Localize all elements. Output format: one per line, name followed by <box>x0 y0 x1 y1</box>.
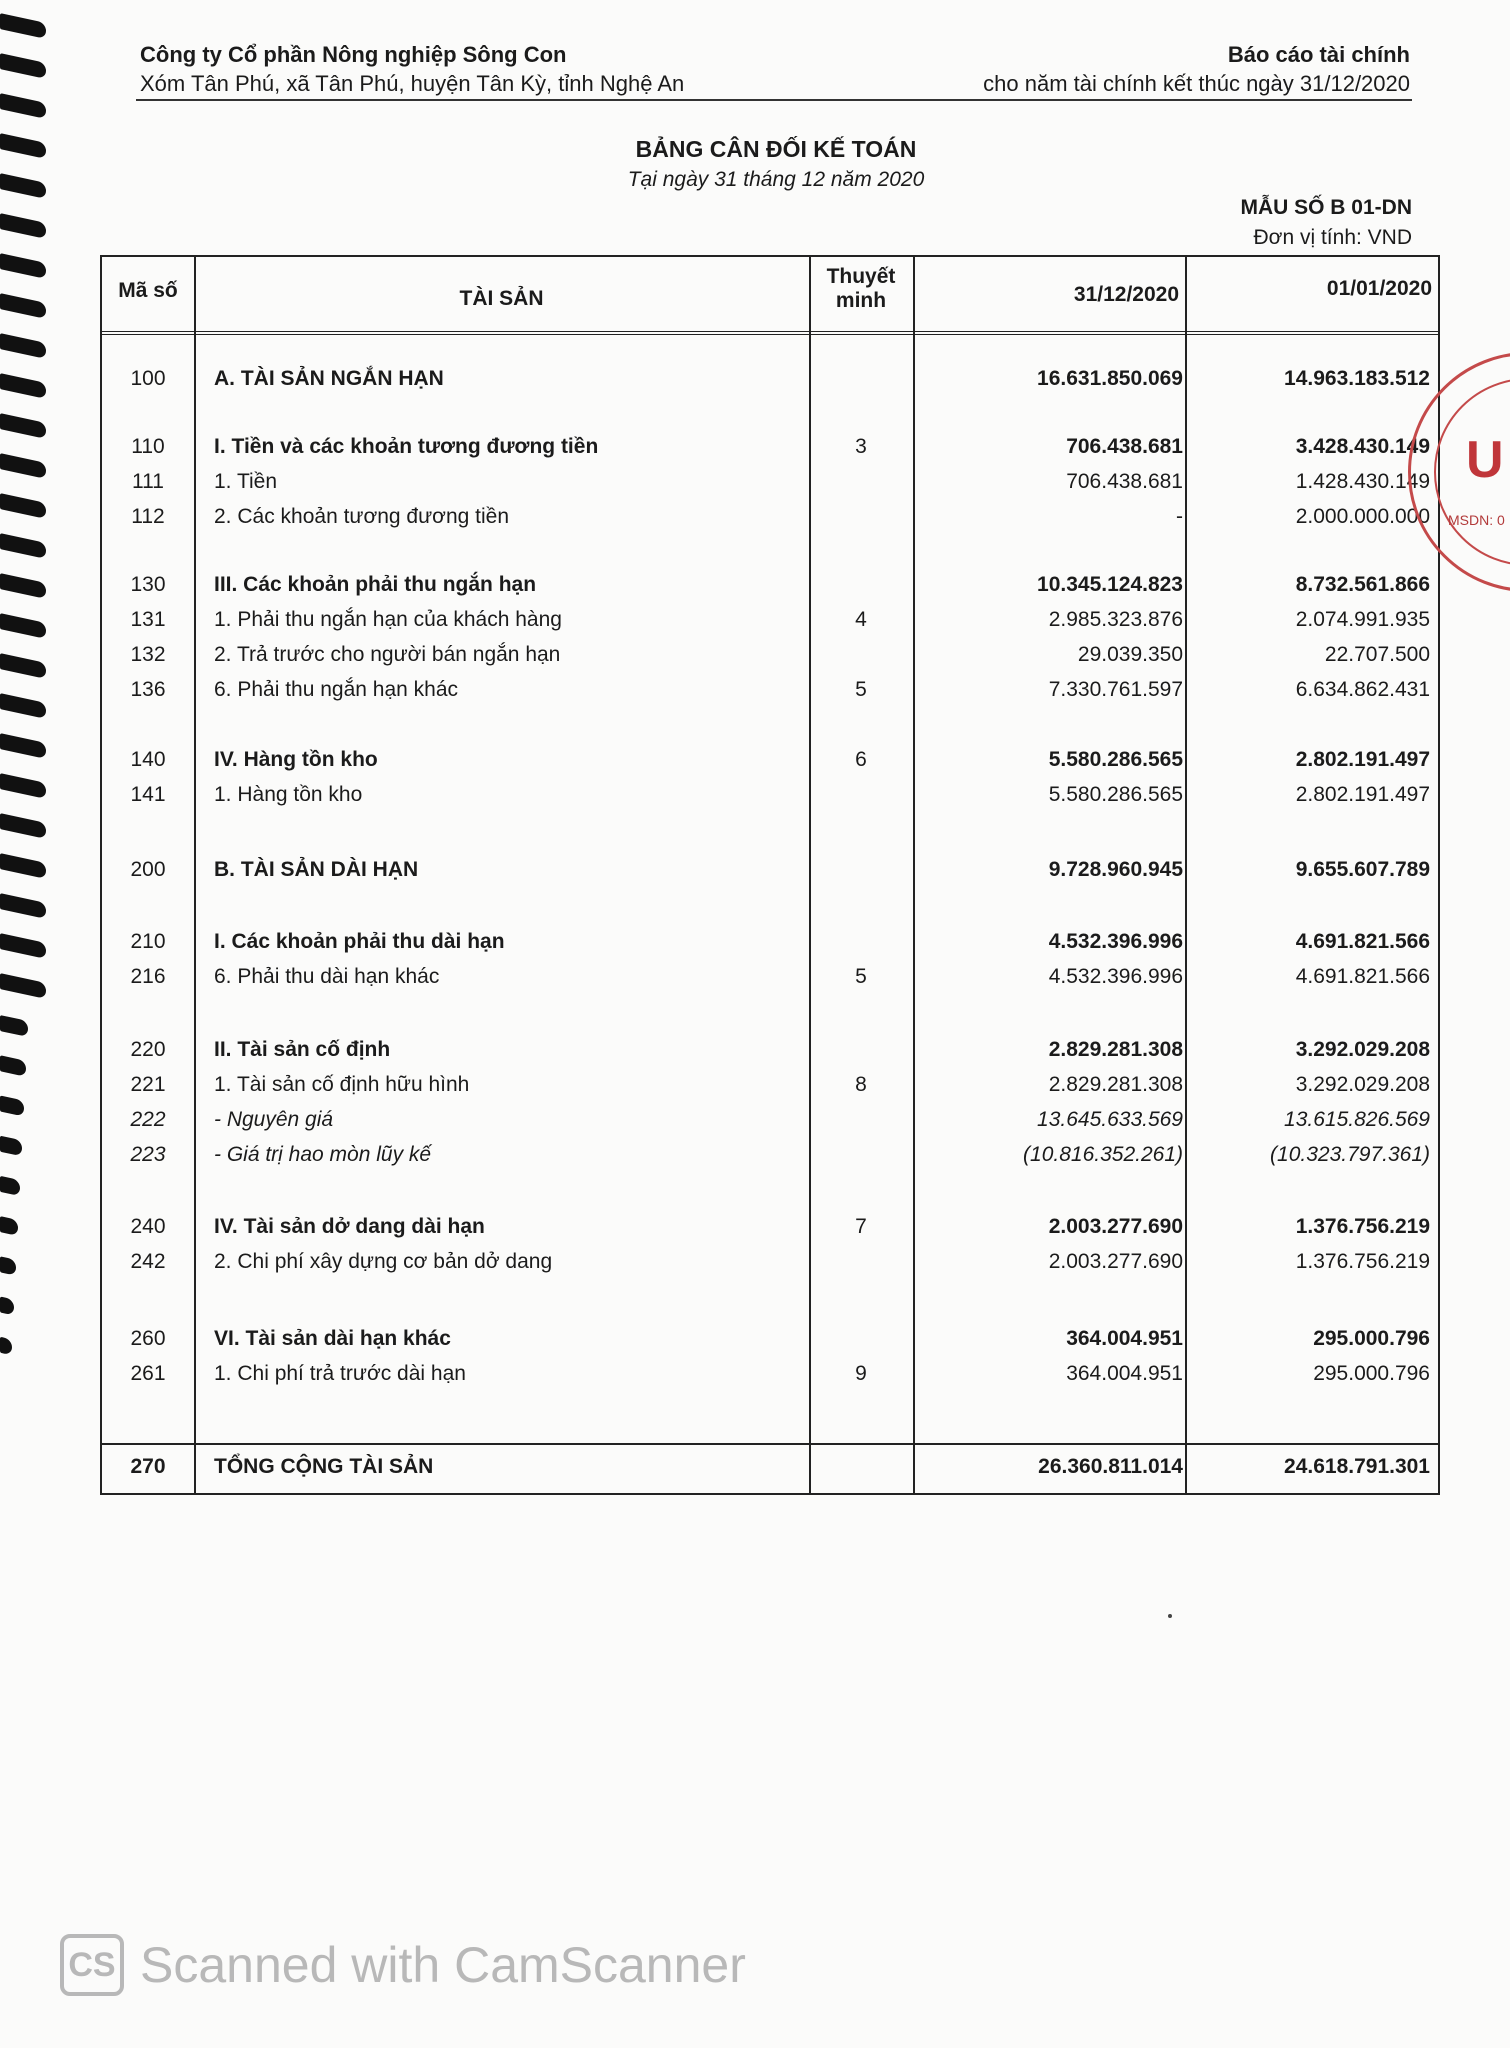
row-value-current: 2.985.323.876 <box>1048 608 1183 631</box>
row-code: 110 <box>131 435 165 458</box>
row-label: 2. Chi phí xây dựng cơ bản dở dang <box>214 1250 553 1273</box>
row-value-current: 16.631.850.069 <box>1037 367 1183 390</box>
row-value-prior: 8.732.561.866 <box>1295 573 1430 596</box>
header-code: Mã số <box>118 279 178 302</box>
binding-ring <box>0 413 46 439</box>
row-label: III. Các khoản phải thu ngắn hạn <box>214 573 537 596</box>
row-code: 220 <box>130 1038 166 1061</box>
row-code: 200 <box>130 858 166 881</box>
stamp-msdn: MSDN: 0 <box>1448 512 1505 528</box>
row-value-prior: 3.428.430.149 <box>1295 435 1430 458</box>
row-value-prior: 1.428.430.149 <box>1295 470 1430 493</box>
total-current: 26.360.811.014 <box>1038 1455 1183 1478</box>
row-value-prior: 2.802.191.497 <box>1295 783 1430 806</box>
header-note-line1: Thuyết <box>826 265 896 288</box>
row-label: IV. Hàng tồn kho <box>214 748 378 771</box>
row-note: 9 <box>855 1362 867 1385</box>
row-value-prior: 4.691.821.566 <box>1295 965 1430 988</box>
row-value-current: 5.580.286.565 <box>1048 748 1183 771</box>
binding-ring <box>0 453 46 479</box>
binding-ring <box>0 853 46 879</box>
binding-ring <box>0 1015 28 1037</box>
document-subtitle: Tại ngày 31 tháng 12 năm 2020 <box>627 168 925 191</box>
row-note: 6 <box>855 748 867 771</box>
row-label: 1. Tài sản cố định hữu hình <box>214 1073 470 1096</box>
row-value-current: - <box>1176 505 1183 528</box>
binding-ring <box>0 293 46 319</box>
total-label: TỔNG CỘNG TÀI SẢN <box>214 1455 434 1478</box>
row-code: 221 <box>130 1073 166 1096</box>
binding-ring <box>0 1297 14 1316</box>
binding-ring <box>0 1216 18 1236</box>
row-label: IV. Tài sản dở dang dài hạn <box>214 1215 485 1238</box>
company-name: Công ty Cổ phần Nông nghiệp Sông Con <box>140 42 567 67</box>
row-label: 6. Phải thu ngắn hạn khác <box>214 678 459 701</box>
binding-ring <box>0 1256 16 1275</box>
binding-ring <box>0 13 46 39</box>
row-label: 1. Tiền <box>214 470 278 493</box>
row-note: 5 <box>855 965 867 988</box>
header-assets: TÀI SẢN <box>459 287 544 310</box>
row-label: 6. Phải thu dài hạn khác <box>214 965 440 988</box>
row-code: 111 <box>132 470 164 493</box>
row-note: 8 <box>855 1073 867 1096</box>
row-value-current: (10.816.352.261) <box>1023 1143 1183 1166</box>
binding-ring <box>0 773 46 799</box>
row-label: B. TÀI SẢN DÀI HẠN <box>214 858 419 881</box>
row-code: 240 <box>130 1215 166 1238</box>
row-value-current: 7.330.761.597 <box>1048 678 1183 701</box>
row-value-current: 364.004.951 <box>1066 1327 1183 1350</box>
report-name: Báo cáo tài chính <box>1227 42 1410 67</box>
row-value-current: 4.532.396.996 <box>1048 965 1183 988</box>
row-note: 5 <box>855 678 867 701</box>
row-label: VI. Tài sản dài hạn khác <box>214 1327 451 1350</box>
row-code: 260 <box>130 1327 166 1350</box>
row-code: 136 <box>130 678 166 701</box>
row-value-current: 9.728.960.945 <box>1048 858 1183 881</box>
binding-ring <box>0 213 46 239</box>
binding-ring <box>0 1055 26 1077</box>
row-value-current: 364.004.951 <box>1066 1362 1183 1385</box>
row-code: 242 <box>130 1250 166 1273</box>
binding-ring <box>0 733 46 759</box>
row-value-current: 706.438.681 <box>1066 470 1183 493</box>
total-rule <box>102 1443 1438 1445</box>
document-title: BẢNG CÂN ĐỐI KẾ TOÁN <box>635 136 917 162</box>
row-label: A. TÀI SẢN NGẮN HẠN <box>214 367 444 390</box>
row-value-current: 10.345.124.823 <box>1037 573 1183 596</box>
row-value-current: 5.580.286.565 <box>1048 783 1183 806</box>
row-code: 112 <box>131 505 165 528</box>
binding-ring <box>0 533 46 559</box>
row-label: I. Các khoản phải thu dài hạn <box>214 930 505 953</box>
total-prior: 24.618.791.301 <box>1284 1455 1430 1478</box>
spiral-binding <box>0 0 60 1380</box>
binding-ring <box>0 1095 24 1116</box>
binding-ring <box>0 933 46 959</box>
column-divider <box>913 257 915 1493</box>
row-value-prior: (10.323.797.361) <box>1270 1143 1430 1166</box>
row-value-prior: 6.634.862.431 <box>1295 678 1430 701</box>
currency-unit: Đơn vị tính: VND <box>1253 226 1412 249</box>
binding-ring <box>0 93 46 119</box>
row-code: 132 <box>130 643 166 666</box>
row-value-current: 2.003.277.690 <box>1048 1250 1183 1273</box>
stamp-mark: U <box>1466 431 1504 489</box>
speck <box>1168 1614 1172 1618</box>
binding-ring <box>0 813 46 839</box>
row-value-prior: 2.802.191.497 <box>1295 748 1430 771</box>
binding-ring <box>0 693 46 719</box>
report-period: cho năm tài chính kết thúc ngày 31/12/2020 <box>983 71 1410 96</box>
camscanner-logo-icon: CS <box>60 1934 124 1996</box>
row-value-prior: 1.376.756.219 <box>1295 1250 1430 1273</box>
row-value-current: 29.039.350 <box>1077 643 1183 666</box>
row-value-prior: 295.000.796 <box>1313 1362 1430 1385</box>
row-value-current: 2.829.281.308 <box>1048 1038 1183 1061</box>
report-header <box>983 40 1410 98</box>
row-value-prior: 4.691.821.566 <box>1295 930 1430 953</box>
row-value-prior: 295.000.796 <box>1313 1327 1430 1350</box>
row-value-prior: 2.000.000.000 <box>1295 505 1430 528</box>
header-note <box>809 265 913 313</box>
row-label: II. Tài sản cố định <box>214 1038 391 1061</box>
row-value-prior: 9.655.607.789 <box>1295 858 1430 881</box>
watermark-text: Scanned with CamScanner <box>140 1937 746 1993</box>
header-note-line2: minh <box>835 289 887 312</box>
column-divider <box>1185 257 1187 1493</box>
row-code: 131 <box>130 608 166 631</box>
row-value-prior: 1.376.756.219 <box>1295 1215 1430 1238</box>
row-label: 1. Hàng tồn kho <box>214 783 363 806</box>
binding-ring <box>0 333 46 359</box>
row-value-prior: 13.615.826.569 <box>1284 1108 1430 1131</box>
company-stamp <box>1408 352 1510 622</box>
row-label: 2. Trả trước cho người bán ngắn hạn <box>214 643 561 666</box>
binding-ring <box>0 253 46 279</box>
binding-ring <box>0 973 46 999</box>
binding-ring <box>0 573 46 599</box>
balance-sheet-table <box>100 255 1440 1495</box>
row-code: 222 <box>130 1108 166 1131</box>
row-code: 210 <box>130 930 166 953</box>
form-code: MẪU SỐ B 01-DN <box>1240 196 1412 219</box>
row-value-current: 4.532.396.996 <box>1048 930 1183 953</box>
row-code: 223 <box>130 1143 166 1166</box>
company-header <box>140 40 684 98</box>
row-value-current: 706.438.681 <box>1066 435 1183 458</box>
row-code: 261 <box>130 1362 166 1385</box>
row-code: 141 <box>130 783 166 806</box>
row-note: 3 <box>855 435 867 458</box>
binding-ring <box>0 613 46 639</box>
row-code: 130 <box>130 573 166 596</box>
company-address: Xóm Tân Phú, xã Tân Phú, huyện Tân Kỳ, tỉnh Nghệ An <box>140 71 685 96</box>
row-label: - Nguyên giá <box>214 1108 334 1131</box>
row-value-prior: 2.074.991.935 <box>1295 608 1430 631</box>
header-prior-label: 01/01/2020 <box>1326 277 1432 300</box>
row-label: - Giá trị hao mòn lũy kế <box>214 1143 432 1166</box>
binding-ring <box>0 1176 20 1196</box>
binding-ring <box>0 1136 22 1157</box>
column-divider <box>194 257 196 1493</box>
row-value-prior: 22.707.500 <box>1324 643 1430 666</box>
row-label: I. Tiền và các khoản tương đương tiền <box>214 435 599 458</box>
binding-ring <box>0 493 46 519</box>
row-code: 140 <box>130 748 166 771</box>
scanner-watermark <box>60 1930 746 2000</box>
row-note: 7 <box>855 1215 867 1238</box>
row-value-current: 13.645.633.569 <box>1037 1108 1183 1131</box>
binding-ring <box>0 373 46 399</box>
binding-ring <box>0 653 46 679</box>
total-code: 270 <box>130 1455 166 1478</box>
row-code: 216 <box>130 965 166 988</box>
row-value-prior: 3.292.029.208 <box>1295 1038 1430 1061</box>
header-divider <box>136 99 1412 101</box>
row-note: 4 <box>855 608 867 631</box>
row-code: 100 <box>130 367 166 390</box>
row-value-current: 2.003.277.690 <box>1048 1215 1183 1238</box>
row-value-prior: 3.292.029.208 <box>1295 1073 1430 1096</box>
row-label: 1. Phải thu ngắn hạn của khách hàng <box>214 608 562 631</box>
binding-ring <box>0 893 46 919</box>
row-value-prior: 14.963.183.512 <box>1284 367 1430 390</box>
row-value-current: 2.829.281.308 <box>1048 1073 1183 1096</box>
row-label: 2. Các khoản tương đương tiền <box>214 505 509 528</box>
header-current-label: 31/12/2020 <box>1073 283 1179 306</box>
row-label: 1. Chi phí trả trước dài hạn <box>214 1362 466 1385</box>
header-rule <box>102 331 1438 335</box>
binding-ring <box>0 53 46 79</box>
binding-ring <box>0 1337 12 1356</box>
